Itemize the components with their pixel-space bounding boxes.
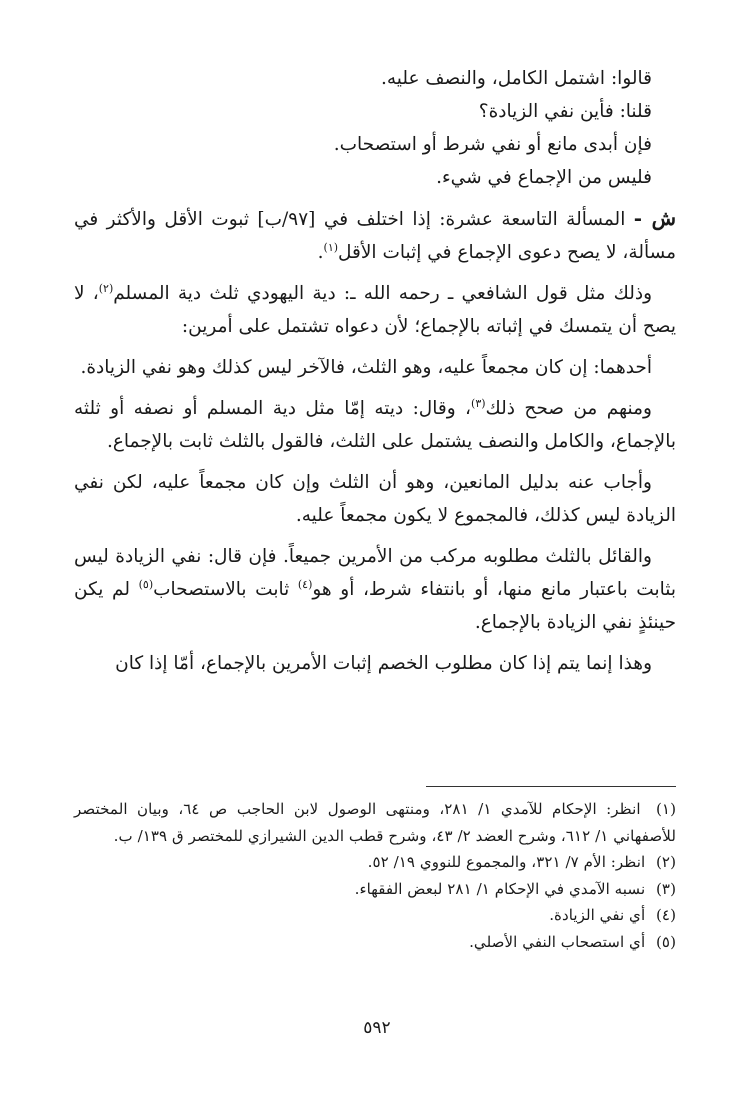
footnote-3: (٣) نسبه الآمدي في الإحكام ١/ ٢٨١ لبعض الفقهاء. (354, 879, 676, 898)
footnote-1: (١) انظر: الإحكام للآمدي ١/ ٢٨١، ومنتهى الوصول لابن الحاجب ص ٦٤، وبيان المختصر للأصفهاني ١/ ٦١٢، وشرح العضد ٢/ ٤٣، وشرح قطب الدين الشيرازي للمختصر ق ١٣٩/ ب. (74, 800, 676, 845)
first-matter-paragraph: أحدهما: إن كان مجمعاً عليه، وهو الثلث، فالآخر ليس كذلك وهو نفي الزيادة. (80, 357, 652, 378)
issue-text: المسألة التاسعة عشرة: إذا اختلف في [٩٧/ب] ثبوت الأقل والأكثر في مسألة، لا يصح دعوى الإجماع في إثبات الأقل (74, 209, 676, 263)
last-paragraph: وهذا إنما يتم إذا كان مطلوب الخصم إثبات الأمرين بالإجماع، أمّا إذا كان (115, 653, 652, 674)
footnote-ref-1[interactable]: (١) (323, 240, 339, 254)
issue-paragraph: ش - المسألة التاسعة عشرة: إذا اختلف في [٩٧/ب] ثبوت الأقل والأكثر في مسألة، لا يصح دعوى الإجماع في إثبات الأقل$^{(١)}$. (74, 206, 677, 263)
footnote-divider (426, 786, 676, 787)
page-number: ٥٩٢ (363, 1018, 391, 1038)
issue-marker: ش - (633, 206, 677, 230)
footnote-ref-4[interactable]: (٤) (297, 577, 313, 591)
line-reply: قلنا: فأين نفي الزيادة؟ (478, 101, 652, 122)
footnote-2: (٢) انظر: الأم ٧/ ٣٢١، والمجموع للنووي ١٩/ ٥٢. (367, 853, 676, 871)
main-text (74, 62, 676, 688)
footnote-5: (٥) أي استصحاب النفي الأصلي. (469, 932, 676, 951)
footnote-ref-5[interactable]: (٥) (138, 577, 154, 591)
footnote-ref-3[interactable]: (٣) (471, 396, 486, 410)
footnote-ref-2[interactable]: (٢) (98, 281, 114, 295)
line-conclusion: فليس من الإجماع في شيء. (436, 167, 652, 188)
validator-paragraph: ومنهم من صحح ذلك$^{(٣)}$، وقال: ديته إمّا مثل دية المسلم أو نصفه أو ثلثه بالإجماع، والكامل والنصف يشتمل على الثلث، فالقول بالثلث ثابت بالإجماع. (74, 396, 676, 452)
line-condition: فإن أبدى مانع أو نفي شرط أو استصحاب. (333, 134, 652, 155)
footnotes (74, 796, 676, 955)
example-paragraph: وذلك مثل قول الشافعي ـ رحمه الله ـ: دية اليهودي ثلث دية المسلم$^{(٢)}$، لا يصح أن يتمسك في إثباته بالإجماع؛ لأن دعواه تشتمل على أمرين: (74, 281, 676, 337)
sayer-paragraph: والقائل بالثلث مطلوبه مركب من الأمرين جميعاً. فإن قال: نفي الزيادة ليس بثابت باعتبار مانع منها، أو بانتفاء شرط، أو هو$^{(٤)}$ ثابت بالاستصحاب$^{(٥)}$ لم يكن حينئذٍ نفي الزيادة بالإجماع. (74, 546, 676, 633)
line-claim: قالوا: اشتمل الكامل، والنصف عليه. (380, 68, 652, 89)
answer-paragraph: وأجاب عنه بدليل المانعين، وهو أن الثلث وإن كان مجمعاً عليه، لكن نفي الزيادة ليس كذلك، فالمجموع لا يكون مجمعاً عليه. (74, 472, 676, 526)
footnote-4: (٤) أي نفي الزيادة. (549, 906, 676, 924)
